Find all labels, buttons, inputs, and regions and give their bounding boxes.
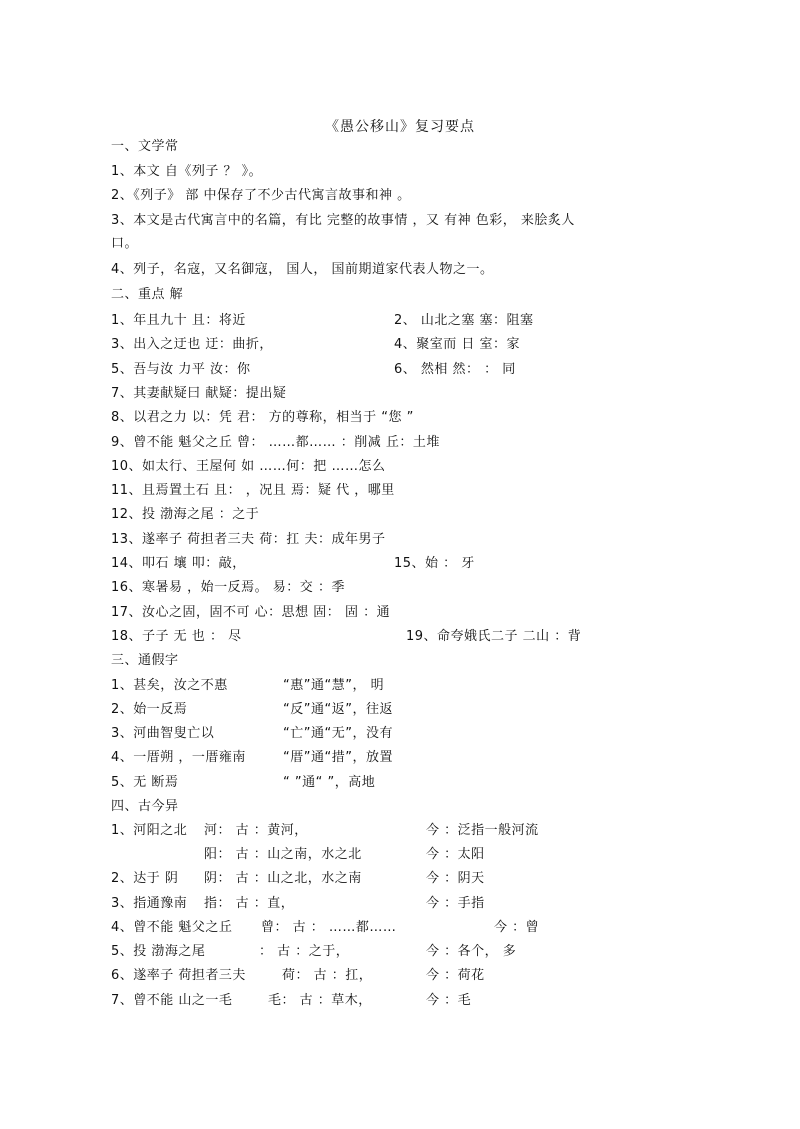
gujin-phrase: 7、曾不能 山之一毛 — [111, 993, 233, 1008]
gujin-ancient: 阴： 古 ：山之北，水之南 — [204, 871, 362, 886]
keyword-item: 6、 然相 然： ： 同 — [394, 362, 516, 377]
keyword-item: 5、吾与汝 力平 汝：你 — [111, 362, 251, 377]
keyword-item: 1、年且九十 且：将近 — [111, 313, 246, 328]
gujin-modern: 今 ：泛指一般河流 — [426, 823, 539, 838]
keyword-item: 18、子子 无 也 ： 尽 — [111, 629, 242, 644]
tongjia-phrase: 4、一厝朔 ，一厝雍南 — [111, 750, 246, 765]
gujin-phrase: 4、曾不能 魁父之丘 — [111, 920, 233, 935]
gujin-modern: 今 ：太阳 — [426, 847, 485, 862]
tongjia-phrase: 5、无 断焉 — [111, 775, 179, 790]
keyword-item: 3、出入之迂也 迂：曲折， — [111, 337, 273, 352]
keyword-item: 14、叩石 壤 叩：敲， — [111, 556, 246, 571]
gujin-modern: 今 ：毛 — [426, 993, 472, 1008]
keyword-item: 10、如太行、王屋何 如 ……何：把 ……怎么 — [111, 459, 386, 474]
gujin-ancient: 阳： 古 ：山之南，水之北 — [204, 847, 362, 862]
tongjia-note: “厝”通“措”，放置 — [283, 750, 393, 765]
gujin-phrase: 1、河阳之北 — [111, 823, 188, 838]
keyword-item: 7、其妻献疑曰 献疑：提出疑 — [111, 386, 287, 401]
keyword-item: 13、遂率子 荷担者三夫 荷：扛 夫：成年男子 — [111, 532, 386, 547]
section-heading-keywords: 二、重点 解 — [111, 287, 184, 302]
gujin-modern: 今 ：各个， 多 — [426, 944, 517, 959]
keyword-item: 4、聚室而 日 室：家 — [394, 337, 521, 352]
tongjia-note: “反”通“返”，往返 — [283, 702, 393, 717]
section-heading-gujin: 四、古今异 — [111, 799, 179, 814]
gujin-ancient: 毛： 古 ：草木， — [268, 993, 372, 1008]
literary-line-2: 2、《列子》 部 中保存了不少古代寓言故事和神 。 — [111, 188, 411, 203]
tongjia-note: “惠”通“慧”， 明 — [283, 678, 385, 693]
keyword-item: 16、寒暑易 ，始一反焉。 易：交 ：季 — [111, 580, 345, 595]
section-heading-literary: 一、文学常 — [111, 139, 179, 154]
gujin-modern: 今 ：荷花 — [426, 968, 485, 983]
gujin-modern: 今 ：阴天 — [426, 871, 485, 886]
keyword-item: 17、汝心之固，固不可 心：思想 固： 固 ：通 — [111, 605, 391, 620]
literary-line-3: 3、本文是古代寓言中的名篇，有比 完整的故事情 ，又 有神 色彩， 来脍炙人 — [111, 213, 575, 228]
literary-line-5: 4、列子，名寇，又名御寇， 国人， 国前期道家代表人物之一。 — [111, 262, 494, 277]
gujin-ancient: ： 古 ：之于， — [259, 944, 350, 959]
literary-line-4: 口。 — [111, 236, 139, 251]
tongjia-phrase: 1、甚矣，汝之不惠 — [111, 678, 228, 693]
tongjia-note: “亡”通“无”，没有 — [283, 726, 393, 741]
keyword-item: 2、 山北之塞 塞：阻塞 — [394, 313, 534, 328]
keyword-item: 15、始 ： 牙 — [394, 556, 475, 571]
gujin-ancient: 河： 古 ：黄河， — [204, 823, 308, 838]
tongjia-phrase: 3、河曲智叟亡以 — [111, 726, 215, 741]
gujin-ancient: 指： 古 ：直， — [204, 896, 295, 911]
gujin-phrase: 5、投 渤海之尾 — [111, 944, 206, 959]
keyword-item: 8、以君之力 以：凭 君： 方的尊称，相当于 “您 ” — [111, 410, 414, 425]
gujin-ancient: 荷： 古 ：扛， — [282, 968, 373, 983]
keyword-item: 19、命夸娥氏二子 二山 ：背 — [406, 629, 582, 644]
literary-line-1: 1、本文 自《列子 ？ 》。 — [111, 164, 263, 179]
gujin-modern: 今 ：手指 — [426, 896, 485, 911]
keyword-item: 11、且焉置土石 且： ，况且 焉：疑 代 ，哪里 — [111, 483, 395, 498]
keyword-item: 12、投 渤海之尾 ：之于 — [111, 507, 260, 522]
gujin-phrase: 3、指通豫南 — [111, 896, 188, 911]
gujin-phrase: 6、遂率子 荷担者三夫 — [111, 968, 246, 983]
tongjia-note: “ ”通“ ”，高地 — [283, 775, 376, 790]
page-title: 《愚公移山》复习要点 — [325, 119, 475, 135]
keyword-item: 9、曾不能 魁父之丘 曾： ……都…… ：削减 丘：土堆 — [111, 435, 440, 450]
tongjia-phrase: 2、始一反焉 — [111, 702, 188, 717]
gujin-phrase: 2、达于 阴 — [111, 871, 179, 886]
section-heading-tongjia: 三、通假字 — [111, 653, 179, 668]
gujin-ancient: 曾： 古 ： ……都…… — [261, 920, 397, 935]
gujin-modern: 今 ：曾 — [494, 920, 540, 935]
